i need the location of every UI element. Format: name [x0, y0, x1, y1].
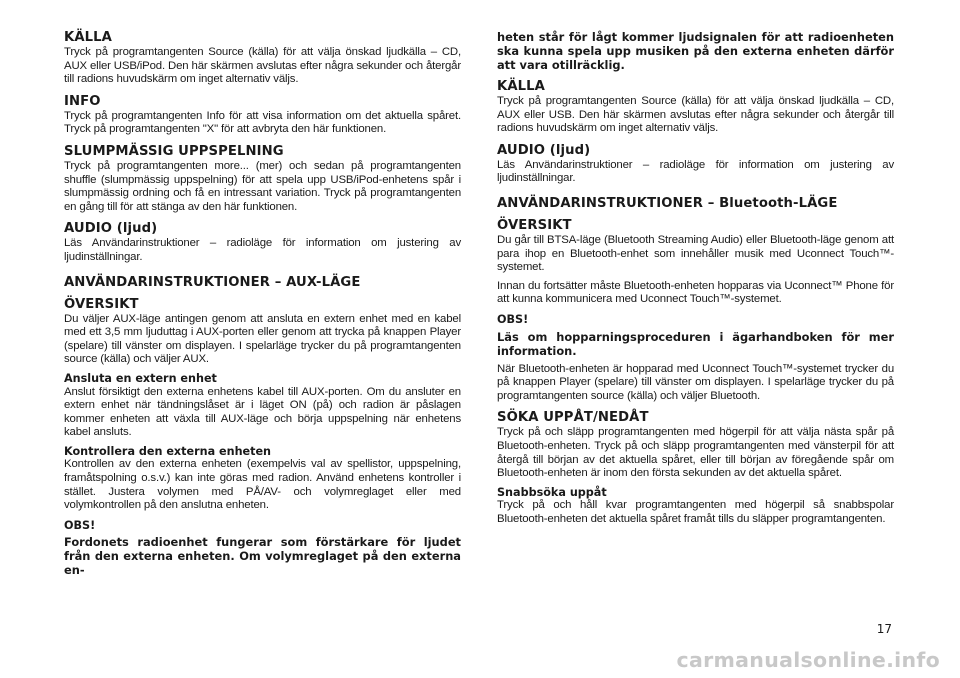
paragraph-paired: När Bluetooth-enheten är hopparad med Uconnect Touch™-systemet trycker du på knappen Player (spelare) till vänster om displayen. I spelarläge trycker du på programtangenten source (källa) och väljer Bluetooth. [497, 362, 894, 402]
paragraph-oversikt: Du väljer AUX-läge antingen genom att ansluta en extern enhet med en kabel med ett 3,5 mm ljuduttag i AUX-porten eller genom att trycka på knappen Player (spelare) till vänster om displayen. I spelarläge trycker du på programtangenten source (källa) och väljer AUX. [64, 312, 461, 366]
right-column [497, 30, 894, 526]
note-text: Fordonets radioenhet fungerar som förstärkare för ljudet från den externa enheten. Om volymreglaget på den externa en- [64, 535, 461, 578]
paragraph-audio-bt: Läs Användarinstruktioner – radioläge för information om justering av ljudinställningar. [497, 158, 894, 185]
paragraph-fast-seek: Tryck på och håll kvar programtangenten med högerpil så snabbspolar Bluetooth-enheten det aktuella spåret framåt tills du släpper programtangenten. [497, 499, 894, 525]
paragraph-shuffle: Tryck på programtangenten more... (mer) och sedan på programtangenten shuffle (slumpmässig uppspelning) för att spela upp USB/iPod-enhetens spår i slumpmässig ordning och få en intressant variation. Tryck på programtangenten en gång till för att stänga av den här funktionen. [64, 159, 461, 213]
note-text-bt: Läs om hopparningsproceduren i ägarhandboken för mer information. [497, 329, 894, 358]
subheading-fast-seek: Snabbsöka uppåt [497, 485, 607, 499]
section-heading-oversikt-bt: ÖVERSIKT [497, 217, 572, 233]
paragraph-audio: Läs Användarinstruktioner – radioläge för information om justering av ljudinställningar. [64, 237, 461, 263]
chapter-heading-aux: ANVÄNDARINSTRUKTIONER – AUX-LÄGE [64, 274, 361, 290]
paragraph-info: Tryck på programtangenten Info för att visa information om det aktuella spåret. Tryck på programtangenten "X" för att avbryta den här funktionen. [64, 109, 461, 136]
section-heading-seek: SÖKA UPPÅT/NEDÅT [497, 410, 649, 426]
subheading-control: Kontrollera den externa enheten [64, 444, 272, 458]
paragraph-kalla: Tryck på programtangenten Source (källa) för att välja önskad ljudkälla – CD, AUX eller USB/iPod. Den här skärmen avslutas efter några sekunder och återgår till radions huvudskärm om inget alternativ väljs. [64, 46, 461, 86]
note-text-continued: heten står för lågt kommer ljudsignalen för att radioenheten ska kunna spela upp musiken på den externa enheten därför att vara otillräcklig. [497, 30, 894, 72]
paragraph-seek: Tryck på och släpp programtangenten med högerpil för att välja nästa spår på Bluetooth-enheten. Tryck på och släpp programtangenten med vänsterpil för att återgå till början av det aktuella spåret, eller till början av föregående spår om Bluetooth-enheten är inom den första sekunden av det aktuella spåret. [497, 426, 894, 480]
chapter-heading-bluetooth: ANVÄNDARINSTRUKTIONER – Bluetooth-LÄGE [497, 195, 838, 211]
subheading-connect: Ansluta en extern enhet [64, 371, 217, 385]
paragraph-kalla-bt: Tryck på programtangenten Source (källa) för att välja önskad ljudkälla – CD, AUX eller USB. Den här skärmen avslutas efter några sekunder och återgår till radions huvudskärm om inget alternativ väljs. [497, 95, 894, 135]
section-heading-kalla: KÄLLA [64, 30, 112, 45]
paragraph-oversikt-bt-1: Du går till BTSA-läge (Bluetooth Streaming Audio) eller Bluetooth-läge genom att para ihop en Bluetooth-enhet som innehåller musik med Uconnect Touch™-systemet. [497, 233, 894, 274]
note-label: OBS! [64, 518, 96, 532]
section-heading-audio-bt: AUDIO (ljud) [497, 142, 591, 158]
watermark: carmanualsonline.info [676, 648, 940, 672]
note-label-bt: OBS! [497, 312, 529, 326]
section-heading-oversikt: ÖVERSIKT [64, 296, 139, 312]
section-heading-audio: AUDIO (ljud) [64, 221, 158, 237]
paragraph-connect: Anslut försiktigt den externa enhetens kabel till AUX-porten. Om du ansluter en extern enhet när tändningslåset är i läget ON (på) och radion är påslagen kommer enheten att växla till AUX-läge och börja uppspelning när enhetens kabel ansluts. [64, 385, 461, 439]
section-heading-shuffle: SLUMPMÄSSIG UPPSPELNING [64, 143, 284, 159]
paragraph-control: Kontrollen av den externa enheten (exempelvis val av spellistor, uppspelning, framåtspolning o.s.v.) kan inte göras med radion. Använd enhetens kontroller i stället. Justera volymen med PÅ/AV- och volymreglaget eller med volymkontrollen på den anslutna enheten. [64, 458, 461, 512]
section-heading-info: INFO [64, 93, 101, 109]
paragraph-oversikt-bt-2: Innan du fortsätter måste Bluetooth-enheten hopparas via Uconnect™ Phone för att kunna kommunicera med Uconnect Touch™-systemet. [497, 279, 894, 306]
section-heading-kalla-bt: KÄLLA [497, 79, 545, 94]
page-number: 17 [876, 622, 892, 636]
left-column [64, 30, 461, 577]
